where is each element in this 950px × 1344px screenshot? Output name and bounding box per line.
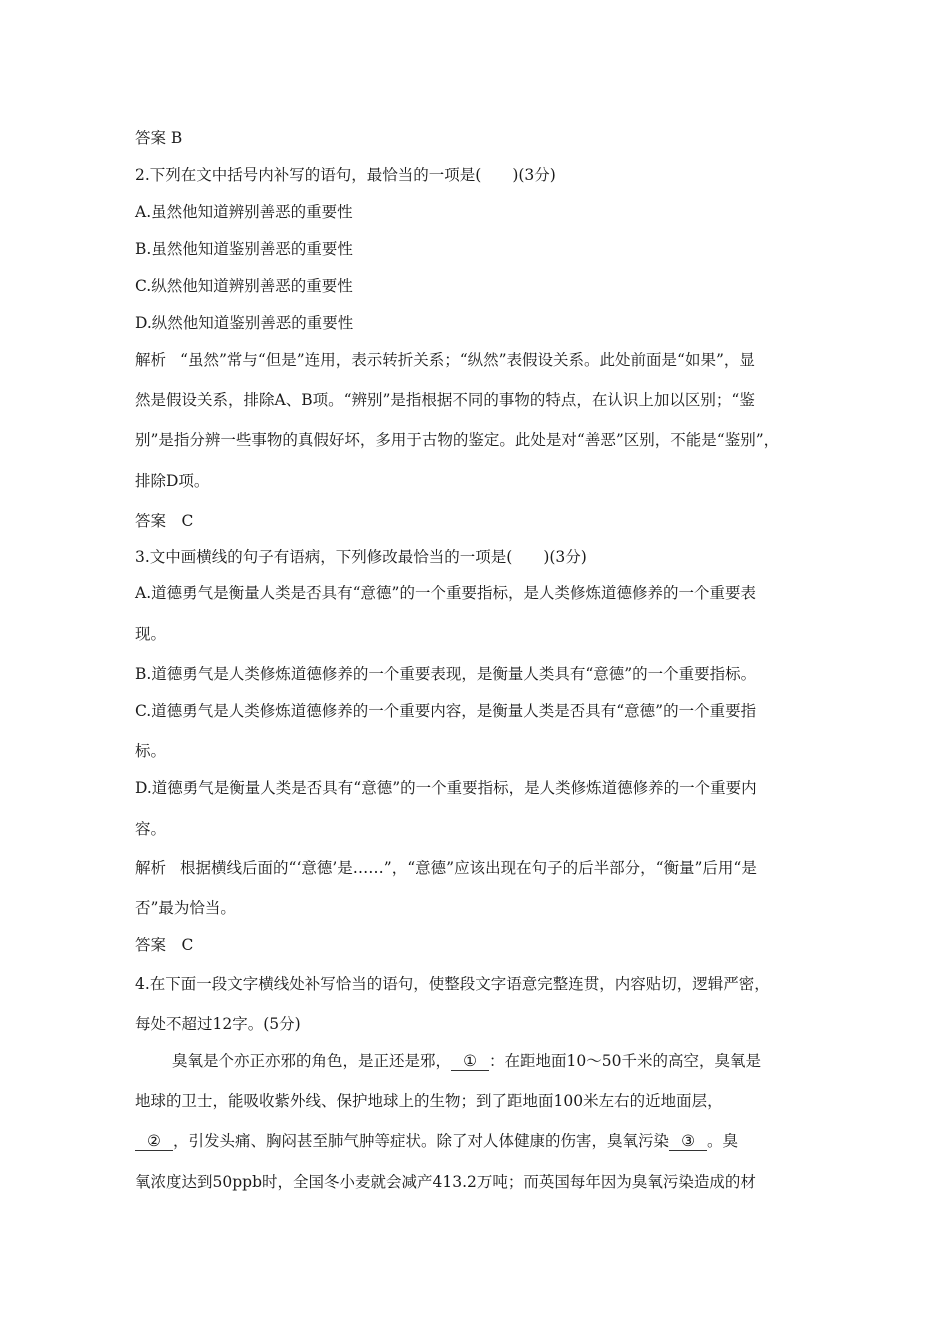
q3-answer: 答案 C bbox=[135, 936, 194, 954]
q1-answer: 答案 B bbox=[135, 129, 183, 147]
blank-3: ③ bbox=[669, 1133, 707, 1151]
q3-stem: 3.文中画横线的句子有语病，下列修改最恰当的一项是( )(3分) bbox=[135, 548, 587, 566]
q4-passage-line: 氧浓度达到50ppb时，全国冬小麦就会减产413.2万吨；而英国每年因为臭氧污染造成的材 bbox=[135, 1173, 756, 1191]
q2-analysis-label: 解析 bbox=[135, 351, 167, 369]
blank-1: ① bbox=[451, 1053, 489, 1071]
q2-analysis-line: 解析 “虽然”常与“但是”连用，表示转折关系；“纵然”表假设关系。此处前面是“如果”，显 bbox=[135, 351, 755, 369]
q2-option-d: D.纵然他知道鉴别善恶的重要性 bbox=[135, 314, 354, 332]
q3-option-line: D.道德勇气是衡量人类是否具有“意德”的一个重要指标，是人类修炼道德修养的一个重要内 bbox=[135, 779, 757, 797]
q4-passage-line: 臭氧是个亦正亦邪的角色，是正还是邪， ① ：在距地面10～50千米的高空，臭氧是 bbox=[172, 1052, 761, 1070]
q3-analysis-line: 否”最为恰当。 bbox=[135, 899, 236, 917]
q4-stem-line: 每处不超过12字。(5分) bbox=[135, 1015, 301, 1033]
q4-stem-line: 4.在下面一段文字横线处补写恰当的语句，使整段文字语意完整连贯，内容贴切，逻辑严密， bbox=[135, 975, 770, 993]
q2-stem: 2.下列在文中括号内补写的语句，最恰当的一项是( )(3分) bbox=[135, 166, 556, 184]
q3-analysis-label: 解析 bbox=[135, 859, 167, 877]
q2-option-c: C.纵然他知道辨别善恶的重要性 bbox=[135, 277, 353, 295]
q3-option-line: 现。 bbox=[135, 625, 167, 643]
q2-analysis-line: 排除D项。 bbox=[135, 472, 210, 490]
q2-analysis-line: 然是假设关系，排除A、B项。“辨别”是指根据不同的事物的特点，在认识上加以区别；“鉴 bbox=[135, 391, 755, 409]
q4-passage-line: 地球的卫士，能吸收紫外线、保护地球上的生物；到了距地面100米左右的近地面层， bbox=[135, 1092, 723, 1110]
blank-2: ② bbox=[135, 1133, 173, 1151]
q2-option-a: A.虽然他知道辨别善恶的重要性 bbox=[135, 203, 353, 221]
q3-option-line: 容。 bbox=[135, 820, 167, 838]
q4-passage-line: ② ，引发头痛、胸闷甚至肺气肿等症状。除了对人体健康的伤害，臭氧污染 ③ 。臭 bbox=[135, 1131, 825, 1151]
q2-option-b: B.虽然他知道鉴别善恶的重要性 bbox=[135, 240, 353, 258]
q2-analysis-line: 别”是指分辨一些事物的真假好坏，多用于古物的鉴定。此处是对“善恶”区别，不能是“鉴别”， bbox=[135, 431, 780, 449]
q3-option-line: 标。 bbox=[135, 742, 167, 760]
q2-answer: 答案 C bbox=[135, 512, 194, 530]
q3-option-line: A.道德勇气是衡量人类是否具有“意德”的一个重要指标，是人类修炼道德修养的一个重要表 bbox=[135, 584, 756, 602]
q3-option-line: B.道德勇气是人类修炼道德修养的一个重要表现，是衡量人类具有“意德”的一个重要指标。 bbox=[135, 665, 757, 683]
q3-analysis-line: 解析 根据横线后面的“‘意德’是……”，“意德”应该出现在句子的后半部分，“衡量”后用“是 bbox=[135, 859, 757, 877]
q3-option-line: C.道德勇气是人类修炼道德修养的一个重要内容，是衡量人类是否具有“意德”的一个重要指 bbox=[135, 702, 757, 720]
